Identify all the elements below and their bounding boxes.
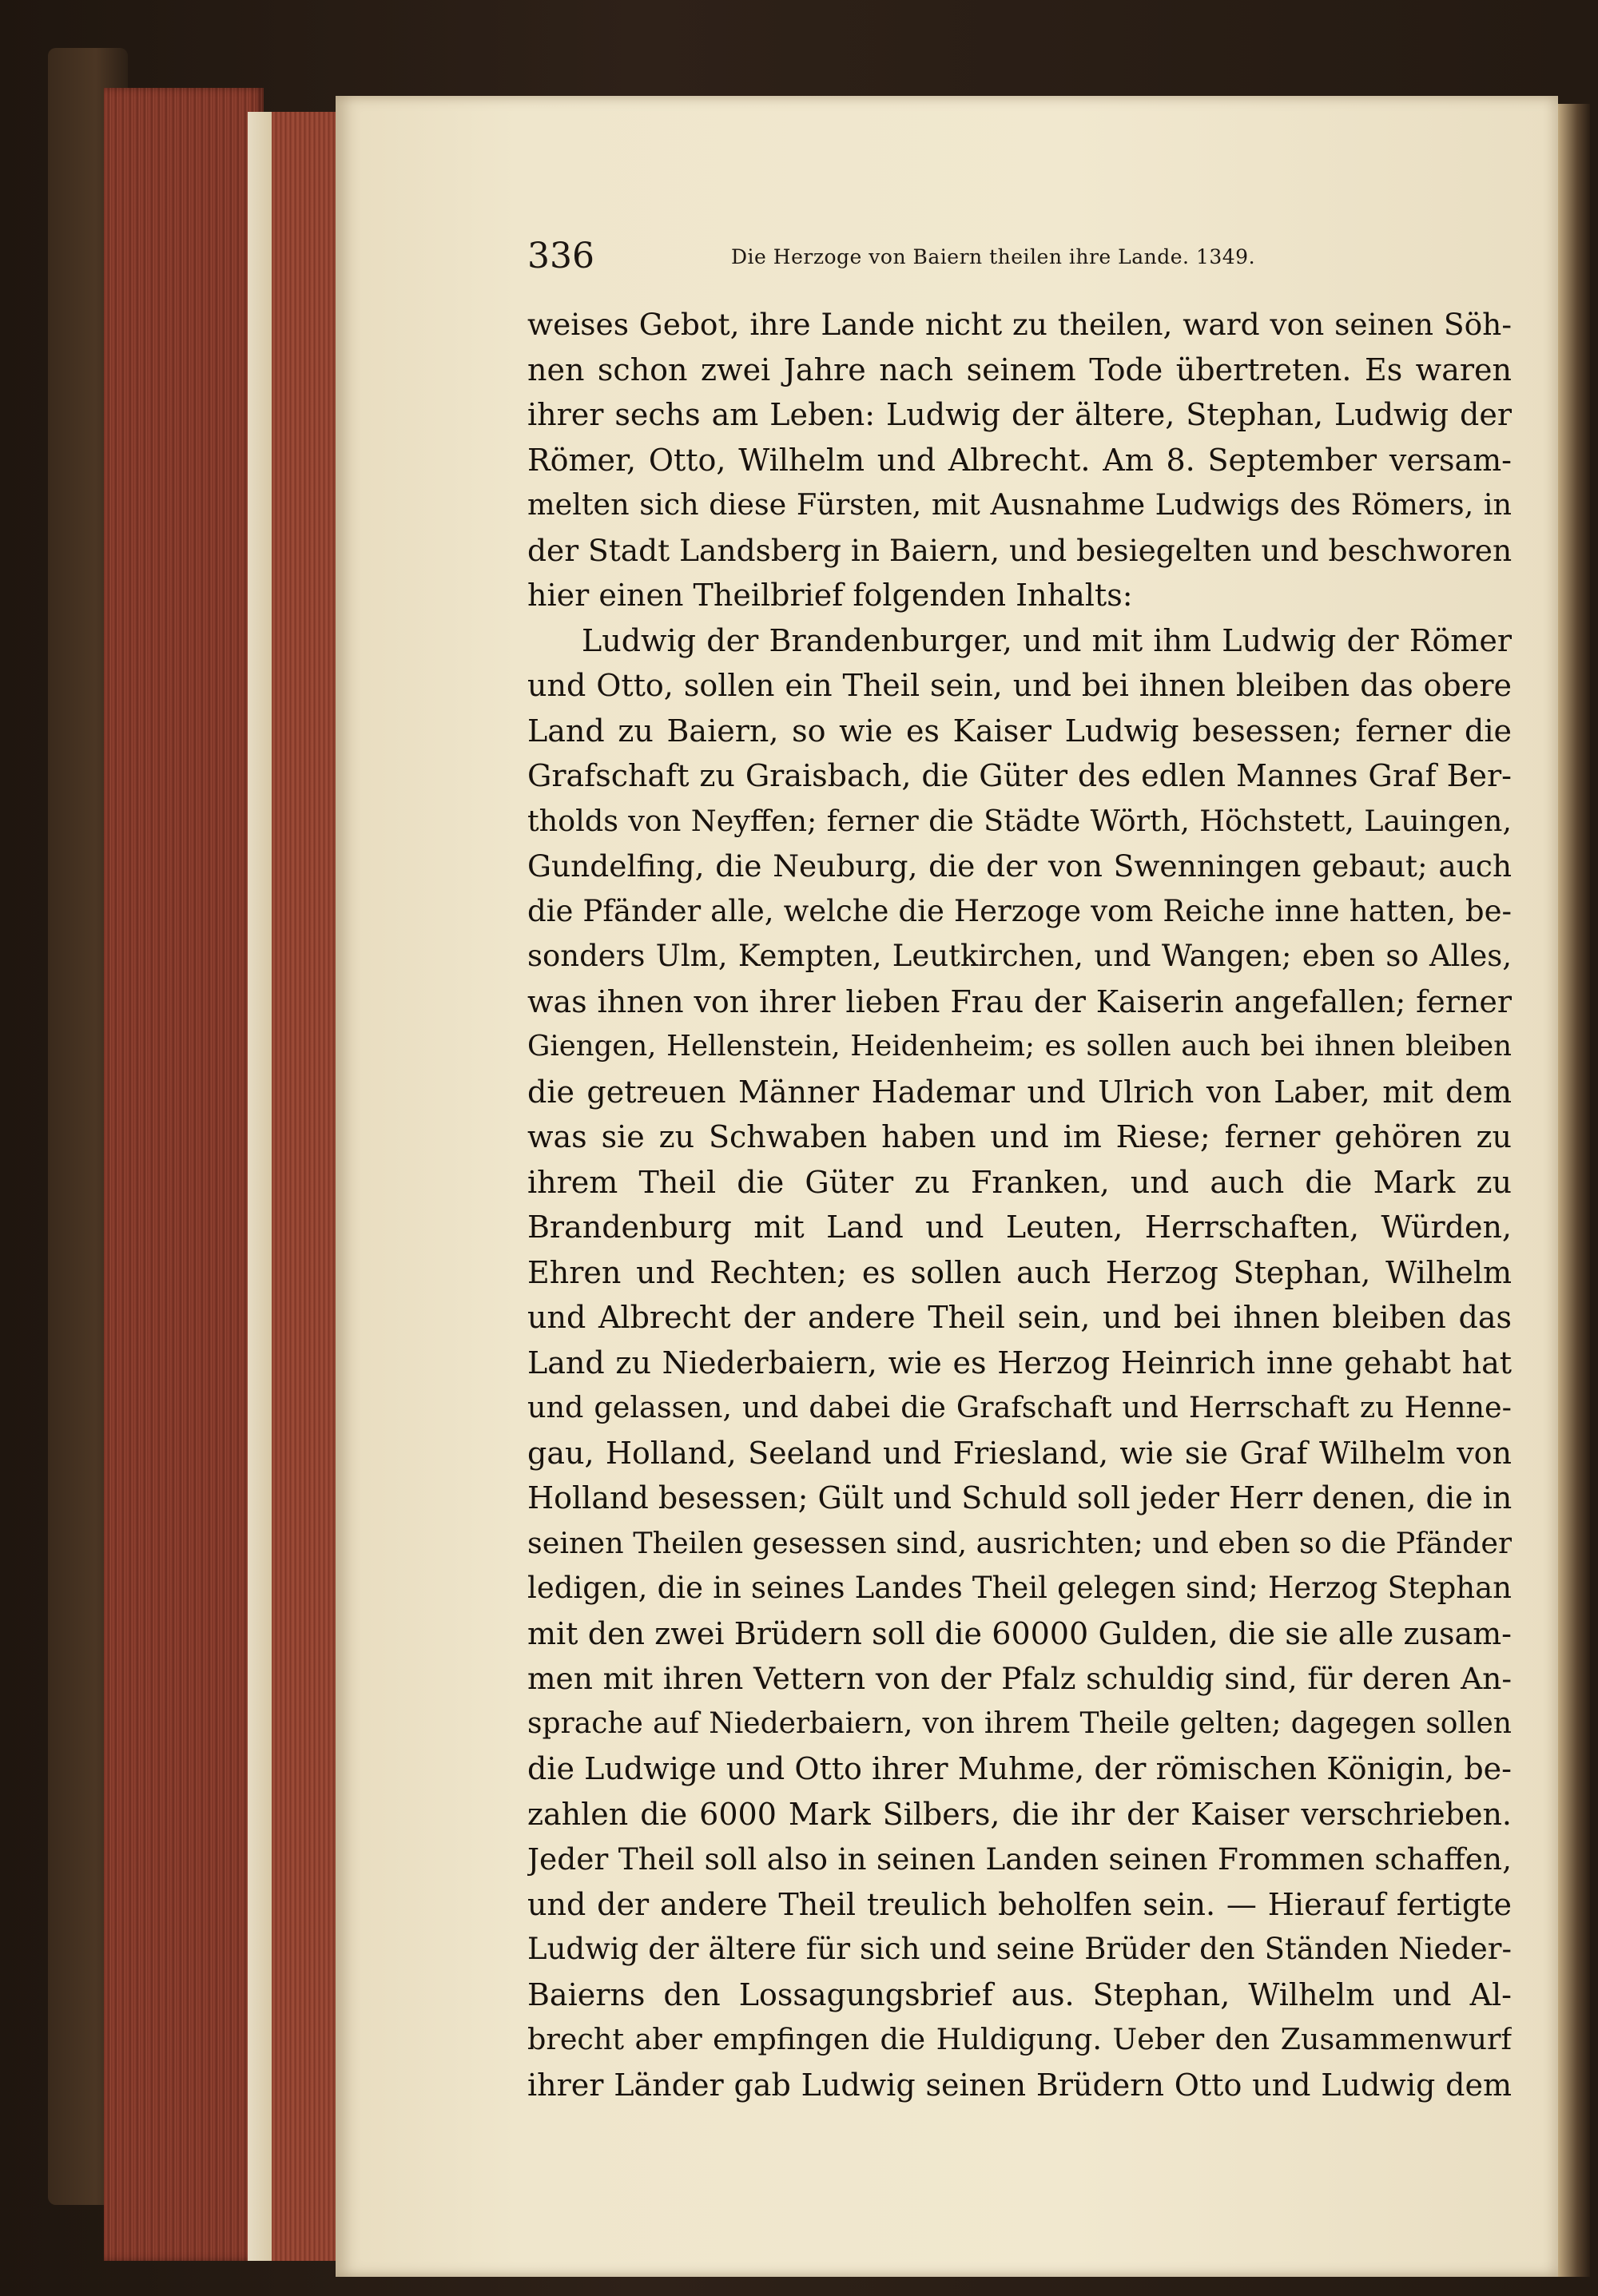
text-line-23: und Albrecht der andere Theil sein, und bei ihnen bleiben das bbox=[527, 1300, 1512, 1335]
body-text bbox=[527, 302, 1512, 2107]
text-line-14: die Pfänder alle, welche die Herzoge vom Reiche inne hatten, be- bbox=[527, 893, 1512, 928]
text-line-15: sonders Ulm, Kempten, Leutkirchen, und Wangen; eben so Alles, bbox=[527, 939, 1512, 973]
text-line-10: Land zu Baiern, so wie es Kaiser Ludwig besessen; ferner die bbox=[527, 713, 1512, 749]
text-line-5: melten sich diese Fürsten, mit Ausnahme Ludwigs des Römers, in bbox=[527, 487, 1512, 522]
text-line-16: was ihnen von ihrer lieben Frau der Kaiserin angefallen; ferner bbox=[527, 983, 1512, 1019]
text-line-25: und gelassen, und dabei die Grafschaft und Herrschaft zu Henne- bbox=[527, 1390, 1512, 1424]
page-number: 336 bbox=[527, 236, 594, 276]
text-line-18: die getreuen Männer Hademar und Ulrich von Laber, mit dem bbox=[527, 1074, 1512, 1110]
text-line-4: Römer, Otto, Wilhelm und Albrecht. Am 8. September versam- bbox=[527, 442, 1512, 478]
text-line-11: Grafschaft zu Graisbach, die Güter des edlen Mannes Graf Ber- bbox=[527, 758, 1512, 793]
text-line-28: seinen Theilen gesessen sind, ausrichten; und eben so die Pfänder bbox=[527, 1525, 1512, 1560]
page-edges-red bbox=[104, 88, 264, 2261]
page-header bbox=[527, 236, 1518, 284]
text-line-19: was sie zu Schwaben haben und im Riese; ferner gehören zu bbox=[527, 1119, 1512, 1154]
text-line-8: Ludwig der Brandenburger, und mit ihm Ludwig der Römer bbox=[582, 622, 1512, 658]
text-line-24: Land zu Niederbaiern, wie es Herzog Heinrich inne gehabt hat bbox=[527, 1345, 1512, 1380]
text-line-40: ihrer Länder gab Ludwig seinen Brüdern Otto und Ludwig dem bbox=[527, 2067, 1512, 2103]
text-line-13: Gundelfing, die Neuburg, die der von Swenningen gebaut; auch bbox=[527, 848, 1512, 884]
text-line-21: Brandenburg mit Land und Leuten, Herrschaften, Würden, bbox=[527, 1210, 1512, 1245]
text-line-27: Holland besessen; Gült und Schuld soll jeder Herr denen, die in bbox=[527, 1480, 1512, 1515]
text-line-31: men mit ihren Vettern von der Pfalz schuldig sind, für deren An- bbox=[527, 1661, 1512, 1696]
text-line-36: und der andere Theil treulich beholfen sein. — Hierauf fertigte bbox=[527, 1886, 1512, 1922]
page-edges-light bbox=[248, 112, 272, 2261]
text-line-1: weises Gebot, ihre Lande nicht zu theilen, ward von seinen Söh- bbox=[527, 307, 1512, 342]
text-line-35: Jeder Theil soll also in seinen Landen seinen Frommen schaffen, bbox=[527, 1841, 1512, 1877]
text-line-7: hier einen Theilbrief folgenden Inhalts: bbox=[527, 578, 1133, 613]
text-line-29: ledigen, die in seines Landes Theil gelegen sind; Herzog Stephan bbox=[527, 1571, 1512, 1605]
text-line-38: Baierns den Lossagungsbrief aus. Stephan, Wilhelm und Al- bbox=[527, 1976, 1512, 2012]
text-line-39: brecht aber empfingen die Huldigung. Ueber den Zusammenwurf bbox=[527, 2022, 1512, 2056]
text-line-30: mit den zwei Brüdern soll die 60000 Gulden, die sie alle zusam- bbox=[527, 1615, 1512, 1651]
running-head: Die Herzoge von Baiern theilen ihre Lande. 1349. bbox=[731, 245, 1256, 268]
text-line-33: die Ludwige und Otto ihrer Muhme, der römischen Königin, be- bbox=[527, 1751, 1512, 1786]
text-line-9: und Otto, sollen ein Theil sein, und bei ihnen bleiben das obere bbox=[527, 668, 1512, 703]
text-line-2: nen schon zwei Jahre nach seinem Tode übertreten. Es waren bbox=[527, 352, 1512, 387]
page-edges-inner bbox=[272, 112, 344, 2261]
text-line-34: zahlen die 6000 Mark Silbers, die ihr der Kaiser verschrieben. bbox=[527, 1796, 1512, 1832]
text-line-20: ihrem Theil die Güter zu Franken, und auch die Mark zu bbox=[527, 1164, 1512, 1200]
text-line-17: Giengen, Hellenstein, Heidenheim; es sollen auch bei ihnen bleiben bbox=[527, 1030, 1512, 1063]
text-line-12: tholds von Neyffen; ferner die Städte Wörth, Höchstett, Lauingen, bbox=[527, 803, 1512, 838]
text-line-26: gau, Holland, Seeland und Friesland, wie sie Graf Wilhelm von bbox=[527, 1435, 1512, 1471]
page-right-edge bbox=[1558, 104, 1590, 2277]
text-line-22: Ehren und Rechten; es sollen auch Herzog Stephan, Wilhelm bbox=[527, 1254, 1512, 1290]
text-line-32: sprache auf Niederbaiern, von ihrem Theile gelten; dagegen sollen bbox=[527, 1706, 1512, 1740]
text-line-6: der Stadt Landsberg in Baiern, und besiegelten und beschworen bbox=[527, 532, 1512, 568]
text-line-3: ihrer sechs am Leben: Ludwig der ältere, Stephan, Ludwig der bbox=[527, 397, 1512, 432]
text-line-37: Ludwig der ältere für sich und seine Brüder den Ständen Nieder- bbox=[527, 1932, 1512, 1966]
